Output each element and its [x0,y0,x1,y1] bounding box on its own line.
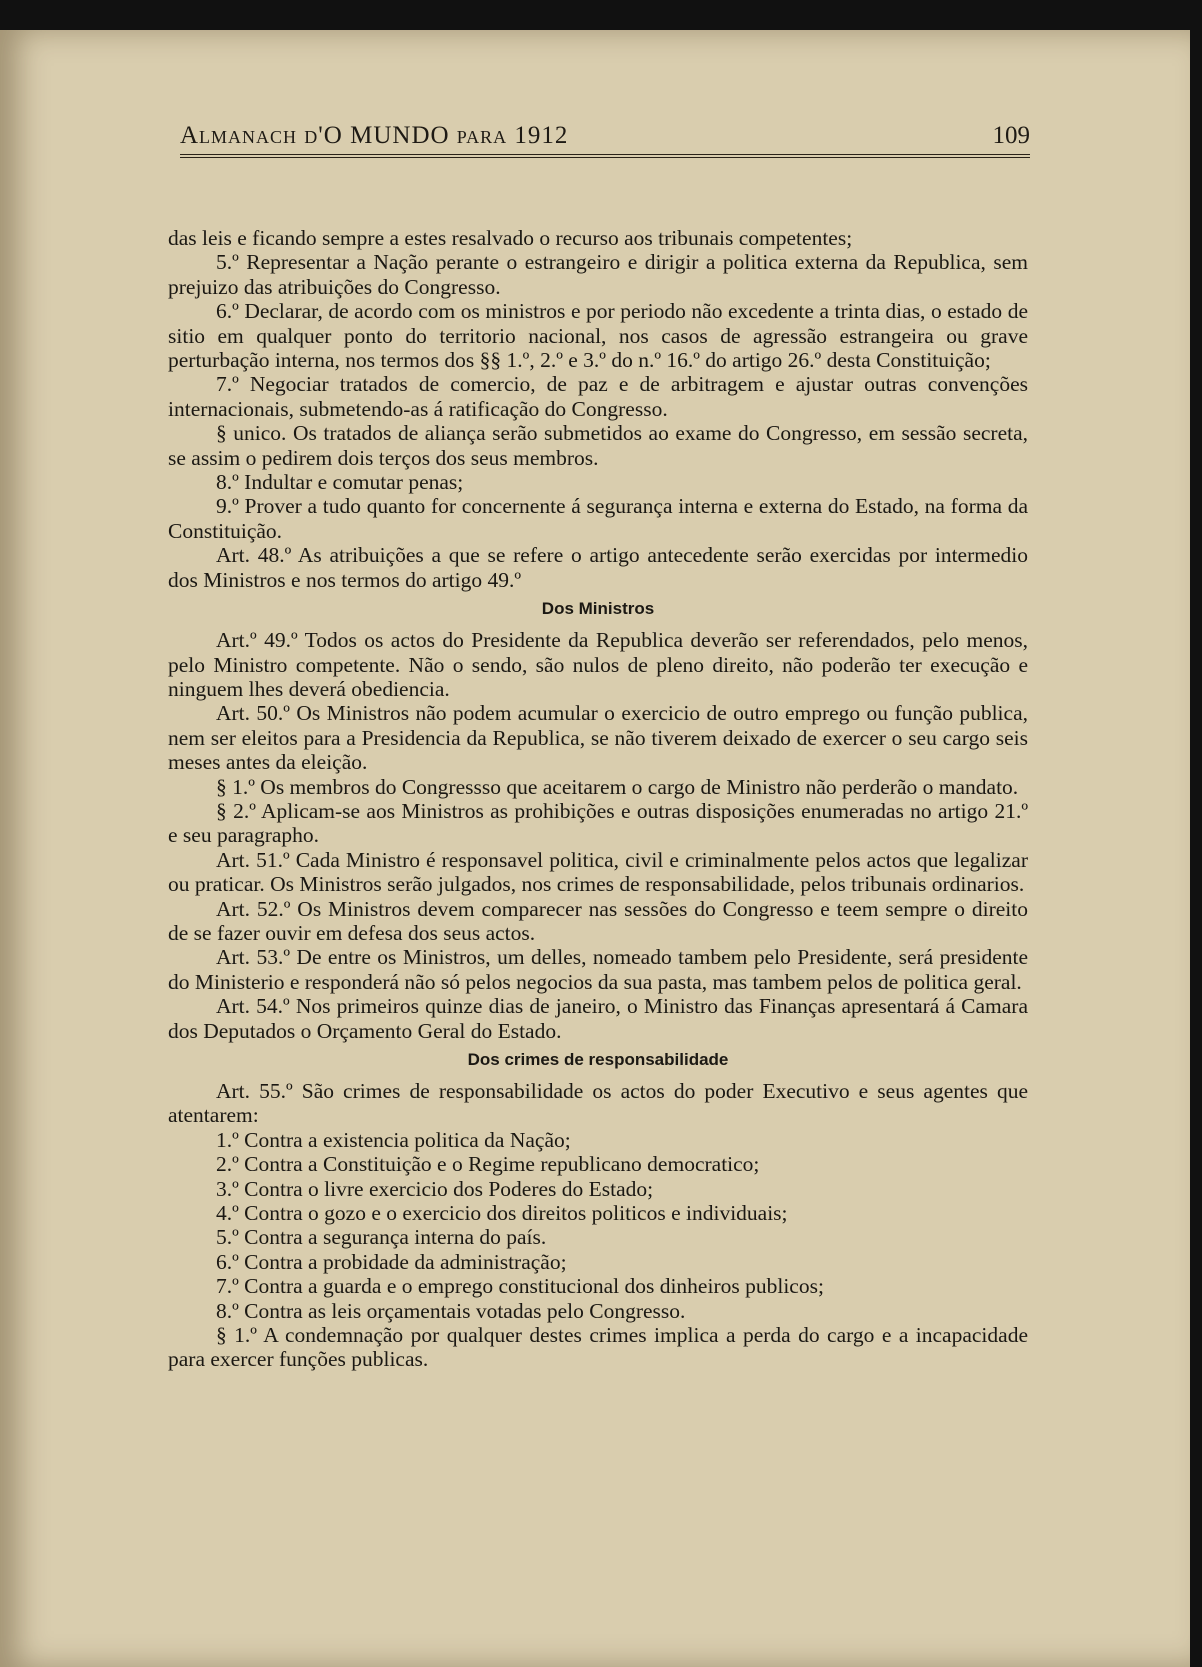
body-text [168,226,1028,1372]
paragraph: 9.º Prover a tudo quanto for concernente á segurança interna e externa do Estado, na forma da Constituição. [168,494,1028,543]
paragraph: 8.º Indultar e comutar penas; [216,470,464,495]
paragraph: Art. 55.º São crimes de responsabilidade os actos do poder Executivo e seus agentes que atentarem: [168,1079,1028,1128]
paragraph: § 2.º Aplicam-se aos Ministros as prohibições e outras disposições enumeradas no artigo 21.º e seu paragrapho. [168,798,1028,848]
paragraph: 3.º Contra o livre exercicio dos Poderes do Estado; [216,1176,654,1201]
running-title: Almanach d'O MUNDO para 1912 [180,122,569,149]
paragraph: Art. 50.º Os Ministros não podem acumular o exercicio de outro emprego ou função publica, nem ser eleitos para a Presidencia da Republica, se não tiverem deixado de exercer o seu cargo seis meses antes da eleição. [168,701,1028,775]
paragraph: 8.º Contra as leis orçamentais votadas pelo Congresso. [216,1298,686,1323]
paragraph: Art.º 49.º Todos os actos do Presidente da Republica deverão ser referendados, pelo menos, pelo Ministro competente. Não o sendo, são nulos de pleno direito, não poderão ter execução e ninguem lhes deverá obediencia. [168,628,1028,701]
paragraph: Art. 48.º As atribuições a que se refere o artigo antecedente serão exercidas por intermedio dos Ministros e nos termos do artigo 49.º [168,543,1028,592]
paragraph: 6.º Contra a probidade da administração; [216,1249,567,1274]
paragraph: 2.º Contra a Constituição e o Regime republicano democratico; [216,1152,760,1177]
paragraph: Art. 53.º De entre os Ministros, um delles, nomeado tambem pelo Presidente, será presidente do Ministerio e responderá não só pelos negocios da sua pasta, mas tambem pelos de politica geral. [168,945,1028,994]
paragraph: Art. 52.º Os Ministros devem comparecer nas sessões do Congresso e teem sempre o direito de se fazer ouvir em defesa dos seus actos. [168,896,1028,945]
paragraph: 1.º Contra a existencia politica da Nação; [216,1127,571,1152]
paragraph: Art. 51.º Cada Ministro é responsavel politica, civil e criminalmente pelos actos que legalizar ou praticar. Os Ministros serão julgados, nos crimes de responsabilidade, pelos tribunais ordinarios. [168,847,1028,897]
paragraph: 6.º Declarar, de acordo com os ministros e por periodo não excedente a trinta dias, o estado de sitio em qualquer ponto do territorio nacional, nos casos de agressão estrangeira ou grave perturbação interna, nos termos dos §§ 1.º, 2.º e 3.º do n.º 16.º do artigo 26.º desta Constituição; [168,299,1028,373]
paragraph: das leis e ficando sempre a estes resalvado o recurso aos tribunais competentes; [168,226,853,250]
paragraph: 7.º Contra a guarda e o emprego constitucional dos dinheiros publicos; [216,1274,824,1299]
page-number: 109 [992,122,1030,149]
running-header [180,112,1030,158]
book-page [0,30,1190,1667]
section-heading: Dos crimes de responsabilidade [467,1050,729,1069]
paragraph: 5.º Representar a Nação perante o estrangeiro e dirigir a politica externa da Republica, sem prejuizo das atribuições do Congresso. [168,250,1028,299]
paragraph: § unico. Os tratados de aliança serão submetidos ao exame do Congresso, em sessão secreta, se assim o pedirem dois terços dos seus membros. [168,421,1028,470]
section-heading: Dos Ministros [541,599,655,619]
paragraph: 7.º Negociar tratados de comercio, de paz e de arbitragem e ajustar outras convenções internacionais, submetendo-as á ratificação do Congresso. [168,372,1028,421]
paragraph: § 1.º Os membros do Congressso que aceitarem o cargo de Ministro não perderão o mandato. [216,774,1019,799]
paragraph: § 1.º A condemnação por qualquer destes crimes implica a perda do cargo e a incapacidade para exercer funções publicas. [168,1323,1028,1372]
paragraph: 4.º Contra o gozo e o exercicio dos direitos politicos e individuais; [216,1201,788,1226]
paragraph: 5.º Contra a segurança interna do país. [216,1225,547,1250]
paragraph: Art. 54.º Nos primeiros quinze dias de janeiro, o Ministro das Finanças apresentará á Camara dos Deputados o Orçamento Geral do Estado. [168,994,1028,1043]
